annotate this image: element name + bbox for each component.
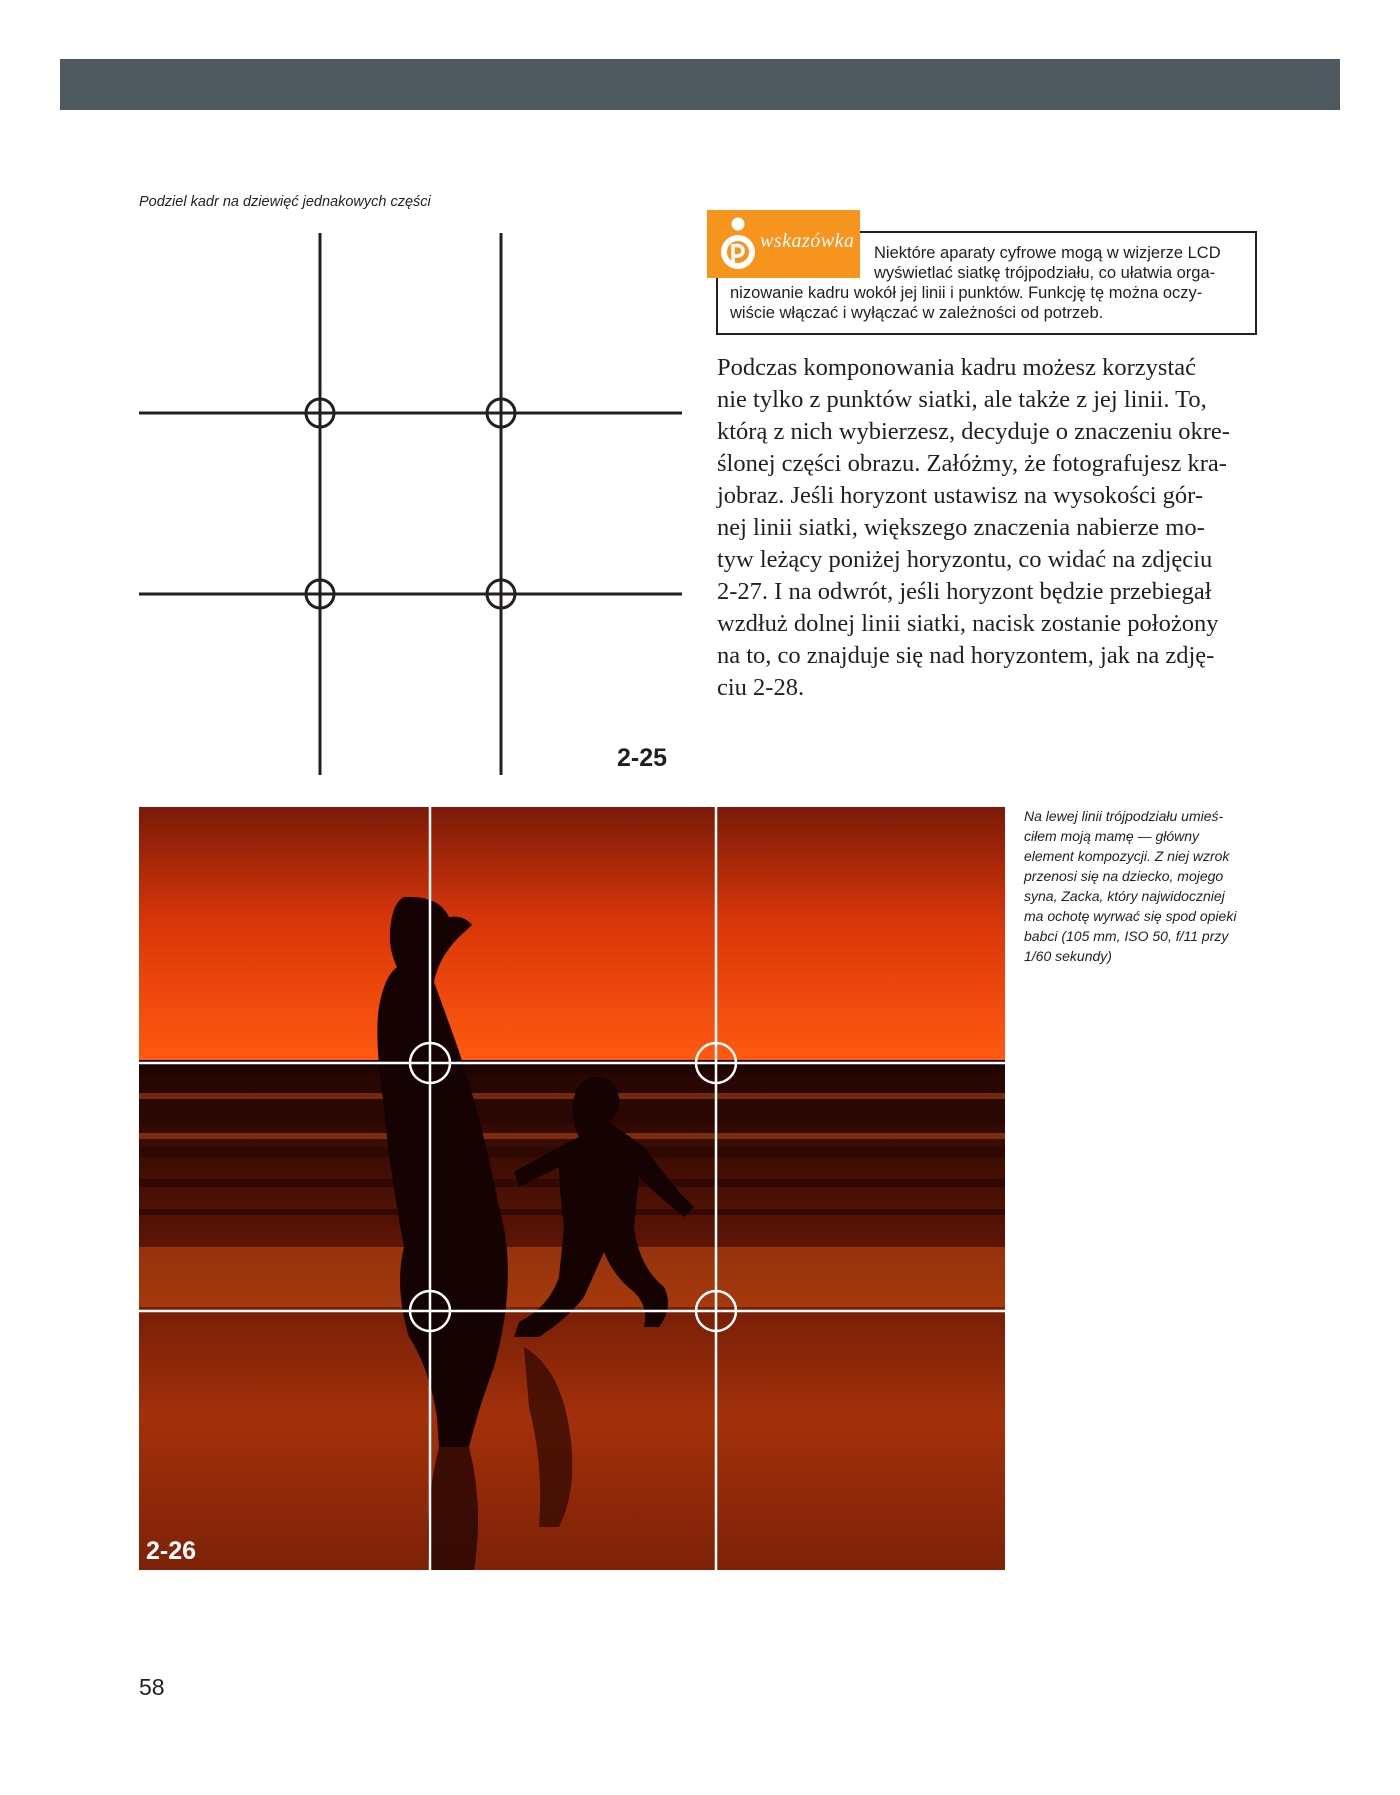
body-line: wzdłuż dolnej linii siatki, nacisk zostanie położony <box>717 610 1219 637</box>
figure-226-caption <box>1024 806 1264 966</box>
caption-line: babci (105 mm, ISO 50, f/11 przy <box>1024 928 1229 944</box>
figure-226-number: 2-26 <box>146 1537 197 1565</box>
tip-text-line: Niektóre aparaty cyfrowe mogą w wizjerze LCD <box>874 244 1221 262</box>
caption-line: przenosi się na dziecko, mojego <box>1024 868 1224 884</box>
body-line: jobraz. Jeśli horyzont ustawisz na wysokości gór- <box>717 482 1204 509</box>
sunset-silhouette-photo <box>139 807 1005 1570</box>
figure-225-caption: Podziel kadr na dziewięć jednakowych części <box>139 194 431 210</box>
caption-line: 1/60 sekundy) <box>1024 948 1112 964</box>
tip-label: wskazówka <box>760 230 855 252</box>
body-line: nie tylko z punktów siatki, ale także z jej linii. To, <box>717 386 1207 413</box>
body-paragraph <box>717 352 1257 704</box>
caption-line: ciłem moją mamę — główny <box>1024 828 1200 844</box>
body-line: tyw leżący poniżej horyzontu, co widać na zdjęciu <box>717 546 1213 573</box>
tip-badge <box>707 210 860 278</box>
body-line: nej linii siatki, większego znaczenia nabierze mo- <box>717 514 1205 541</box>
caption-line: Na lewej linii trójpodziału umieś- <box>1024 808 1224 824</box>
tip-text-line: nizowanie kadru wokół jej linii i punktów. Funkcję tę można oczy- <box>730 284 1203 302</box>
page-number: 58 <box>139 1674 165 1700</box>
body-line: ciu 2-28. <box>717 674 805 701</box>
caption-line: element kompozycji. Z niej wzrok <box>1024 848 1230 864</box>
body-line: 2-27. I na odwrót, jeśli horyzont będzie przebiegał <box>717 578 1212 605</box>
tip-text-line: wiście włączać i wyłączać w zależności od potrzeb. <box>730 304 1104 322</box>
body-line: Podczas komponowania kadru możesz korzystać <box>717 354 1196 381</box>
tip-text-line: wyświetlać siatkę trójpodziału, co ułatwia orga- <box>874 264 1216 282</box>
caption-line: syna, Zacka, który najwidoczniej <box>1024 888 1225 904</box>
caption-line: ma ochotę wyrwać się spod opieki <box>1024 908 1237 924</box>
tip-person-icon <box>719 216 757 272</box>
body-line: ślonej części obrazu. Załóżmy, że fotografujesz kra- <box>717 450 1227 477</box>
figure-225-number: 2-25 <box>617 744 668 772</box>
body-line: na to, co znajduje się nad horyzontem, jak na zdję- <box>717 642 1215 669</box>
body-line: którą z nich wybierzesz, decyduje o znaczeniu okre- <box>717 418 1230 445</box>
